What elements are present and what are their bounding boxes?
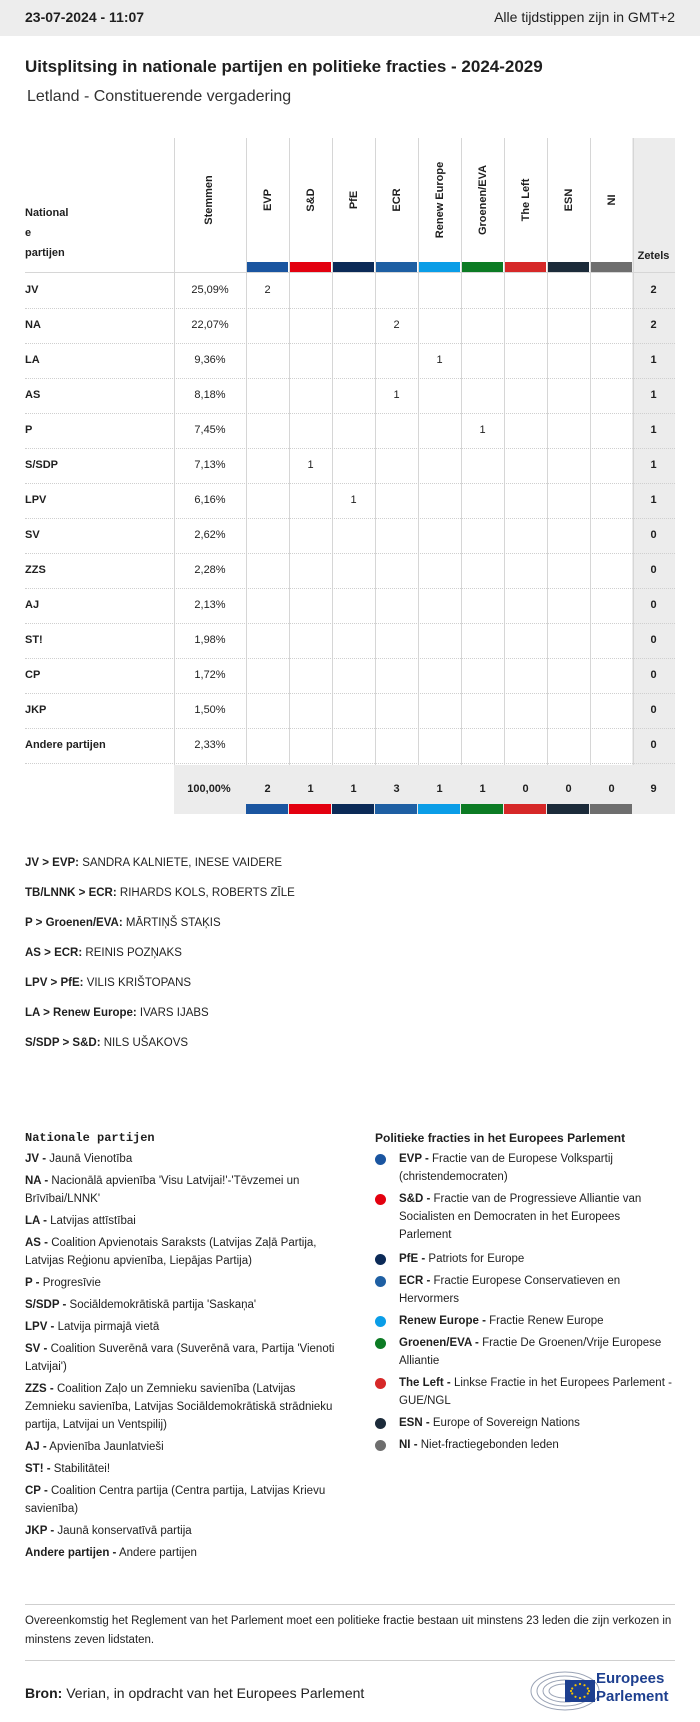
table-row	[25, 483, 675, 518]
party-abbreviation: AS	[25, 389, 41, 401]
table-row	[25, 693, 675, 728]
group-total: 0	[522, 783, 529, 795]
group-color-dot-icon	[375, 1154, 386, 1165]
logo-wordmark: Europees Parlement	[596, 1670, 669, 1705]
vote-percentage: 2,62%	[194, 529, 226, 541]
group-color-stripe	[375, 262, 417, 272]
party-seats: 0	[650, 704, 657, 716]
group-color-dot-icon	[375, 1316, 386, 1327]
political-group-entry: NI - Niet-fractiegebonden leden	[399, 1439, 559, 1451]
group-color-stripe	[547, 262, 589, 272]
group-seat-count: 1	[307, 459, 314, 471]
group-color-stripe	[246, 804, 288, 814]
allocation-line: AS > ECR: REINIS POZŅAKS	[25, 947, 182, 959]
national-party-entry: LA - Latvijas attīstībai	[25, 1215, 136, 1227]
party-abbreviation: ZZS	[25, 564, 46, 576]
vote-percentage: 1,50%	[194, 704, 226, 716]
group-color-stripe	[504, 804, 546, 814]
party-seats: 1	[650, 424, 657, 436]
vote-percentage: 1,98%	[194, 634, 226, 646]
national-parties-legend-title: Nationale partijen	[25, 1131, 155, 1145]
political-group-entry: Groenen/EVA - Fractie De Groenen/Vrije Europese Alliantie	[399, 1337, 662, 1367]
group-header-8: NI	[605, 194, 618, 206]
national-party-entry: LPV - Latvija pirmajā vietā	[25, 1321, 160, 1333]
group-color-stripe	[418, 262, 460, 272]
party-abbreviation: NA	[25, 319, 41, 331]
political-group-entry: ECR - Fractie Europese Conservatieven en Hervormers	[399, 1275, 621, 1305]
group-header-7: ESN	[562, 188, 575, 212]
group-color-stripe	[590, 262, 632, 272]
group-color-stripe	[375, 804, 417, 814]
vote-percentage: 1,72%	[194, 669, 226, 681]
party-seats: 1	[650, 354, 657, 366]
group-color-stripe	[590, 804, 632, 814]
votes-header: Stemmen	[203, 175, 215, 225]
party-seats: 2	[650, 284, 657, 296]
vote-percentage: 7,13%	[194, 459, 226, 471]
group-color-stripe	[461, 804, 503, 814]
group-color-dot-icon	[375, 1338, 386, 1349]
table-row	[25, 728, 675, 763]
group-total: 3	[393, 783, 400, 795]
group-color-dot-icon	[375, 1194, 386, 1205]
party-seats: 1	[650, 389, 657, 401]
party-seats: 0	[650, 739, 657, 751]
national-party-entry: JV - Jaunā Vienotība	[25, 1153, 133, 1165]
table-row	[25, 623, 675, 658]
seats-header: Zetels	[637, 250, 670, 262]
group-total: 0	[565, 783, 572, 795]
vote-percentage: 7,45%	[194, 424, 226, 436]
party-abbreviation: AJ	[25, 599, 40, 611]
group-total: 1	[436, 783, 443, 795]
vote-percentage: 6,16%	[194, 494, 226, 506]
vote-percentage: 8,18%	[194, 389, 226, 401]
group-header-6: The Left	[519, 178, 532, 222]
party-abbreviation: JKP	[25, 704, 47, 716]
table-row	[25, 273, 675, 308]
footer-divider-bottom	[25, 1660, 675, 1661]
political-group-entry: EVP - Fractie van de Europese Volkspartij (christendemocraten)	[399, 1153, 613, 1183]
group-color-stripe	[246, 262, 288, 272]
table-row	[25, 553, 675, 588]
party-seats: 0	[650, 599, 657, 611]
group-color-dot-icon	[375, 1440, 386, 1451]
national-party-entry: SV - Coalition Suverēnā vara (Suverēnā vara, Partija 'Vienoti Latvijai')	[25, 1343, 335, 1373]
group-seat-count: 2	[264, 284, 271, 296]
timezone-note: Alle tijdstippen zijn in GMT+2	[494, 9, 675, 25]
vote-percentage: 2,28%	[194, 564, 226, 576]
timestamp: 23-07-2024 - 11:07	[25, 9, 145, 25]
party-abbreviation: P	[25, 424, 33, 436]
table-row	[25, 588, 675, 623]
group-color-stripe	[461, 262, 503, 272]
vote-percentage: 2,13%	[194, 599, 226, 611]
party-seats: 0	[650, 669, 657, 681]
national-party-entry: P - Progresīvie	[25, 1277, 101, 1289]
political-group-entry: ESN - Europe of Sovereign Nations	[399, 1417, 580, 1429]
group-header-0: EVP	[261, 188, 274, 212]
table-row	[25, 448, 675, 483]
allocation-line: JV > EVP: SANDRA KALNIETE, INESE VAIDERE	[25, 857, 283, 869]
footnote: Overeenkomstig het Reglement van het Parlement moet een politieke fractie bestaan uit minstens 23 leden die zijn verkozen in minstens zeven lidstaten.	[25, 1615, 672, 1646]
national-party-entry: ST! - Stabilitātei!	[25, 1463, 111, 1475]
party-seats: 0	[650, 564, 657, 576]
vote-percentage: 22,07%	[191, 319, 229, 331]
group-total: 2	[264, 783, 271, 795]
group-color-dot-icon	[375, 1378, 386, 1389]
party-seats: 1	[650, 494, 657, 506]
group-header-5: Groenen/EVA	[476, 164, 489, 236]
total-seats: 9	[650, 783, 657, 795]
political-group-entry: The Left - Linkse Fractie in het Europees Parlement - GUE/NGL	[399, 1377, 672, 1407]
national-party-entry: JKP - Jaunā konservatīvā partija	[25, 1525, 192, 1537]
groups-legend-title: Politieke fracties in het Europees Parlement	[375, 1131, 626, 1145]
page-subtitle: Letland - Constituerende vergadering	[27, 88, 292, 105]
allocation-line: TB/LNNK > ECR: RIHARDS KOLS, ROBERTS ZĪLE	[25, 887, 295, 899]
party-abbreviation: CP	[25, 669, 41, 681]
party-abbreviation: LA	[25, 354, 40, 366]
allocation-line: S/SDP > S&D: NILS UŠAKOVS	[25, 1037, 189, 1049]
top-bar	[0, 0, 700, 36]
group-seat-count: 2	[393, 319, 400, 331]
table-row	[25, 413, 675, 448]
vote-percentage: 2,33%	[194, 739, 226, 751]
group-total: 1	[350, 783, 357, 795]
party-abbreviation: JV	[25, 284, 39, 296]
group-color-stripe	[547, 804, 589, 814]
national-party-entry: AS - Coalition Apvienotais Saraksts (Latvijas Zaļā Partija, Latvijas Reģionu apvienība, Liepājas Partija)	[25, 1237, 317, 1267]
group-color-stripe	[332, 262, 374, 272]
group-total: 1	[307, 783, 314, 795]
page-title: Uitsplitsing in nationale partijen en politieke fracties - 2024-2029	[25, 57, 543, 76]
national-party-entry: S/SDP - Sociāldemokrātiskā partija 'Saskaņa'	[25, 1299, 257, 1311]
national-party-entry: Andere partijen - Andere partijen	[25, 1547, 197, 1559]
party-abbreviation: SV	[25, 529, 40, 541]
table-row	[25, 378, 675, 413]
group-color-stripe	[418, 804, 460, 814]
group-header-1: S&D	[304, 188, 317, 212]
group-seat-count: 1	[479, 424, 486, 436]
grid-line	[25, 763, 675, 764]
group-header-2: PfE	[347, 190, 360, 210]
national-party-entry: AJ - Apvienība Jaunlatvieši	[25, 1441, 164, 1453]
party-abbreviation: S/SDP	[25, 459, 59, 471]
group-total: 0	[608, 783, 615, 795]
group-seat-count: 1	[393, 389, 400, 401]
party-abbreviation: LPV	[25, 494, 47, 506]
source-line: Bron: Verian, in opdracht van het Europees Parlement	[25, 1685, 365, 1701]
group-color-stripe	[289, 262, 331, 272]
national-party-entry: ZZS - Coalition Zaļo un Zemnieku savienība (Latvijas Zemnieku savienība, Latvijas Sociāldemokrātiskā strādnieku partija, Latvijai un Ventspilij)	[25, 1383, 333, 1431]
national-parties-header: National e partijen	[25, 207, 69, 259]
group-seat-count: 1	[436, 354, 443, 366]
party-seats: 2	[650, 319, 657, 331]
political-group-entry: S&D - Fractie van de Progressieve Alliantie van Socialisten en Democraten in het Europees Parlement	[399, 1193, 642, 1241]
allocation-line: LA > Renew Europe: IVARS IJABS	[25, 1007, 209, 1019]
group-total: 1	[479, 783, 486, 795]
vote-percentage: 25,09%	[191, 284, 229, 296]
group-header-4: Renew Europe	[433, 161, 446, 239]
group-color-dot-icon	[375, 1276, 386, 1287]
group-color-dot-icon	[375, 1418, 386, 1429]
group-color-dot-icon	[375, 1254, 386, 1265]
table-row	[25, 518, 675, 553]
group-color-stripe	[289, 804, 331, 814]
allocation-line: LPV > PfE: VILIS KRIŠTOPANS	[25, 977, 192, 989]
table-row	[25, 343, 675, 378]
national-party-entry: NA - Nacionālā apvienība 'Visu Latvijai!'-'Tēvzemei un Brīvībai/LNNK'	[25, 1175, 300, 1205]
party-seats: 0	[650, 634, 657, 646]
party-seats: 1	[650, 459, 657, 471]
group-seat-count: 1	[350, 494, 357, 506]
vote-percentage: 9,36%	[194, 354, 226, 366]
party-abbreviation: Andere partijen	[25, 739, 106, 751]
footer-divider-top	[25, 1604, 675, 1605]
party-seats: 0	[650, 529, 657, 541]
national-party-entry: CP - Coalition Centra partija (Centra partija, Latvijas Krievu savienība)	[25, 1485, 326, 1515]
allocation-line: P > Groenen/EVA: MĀRTIŅŠ STAĶIS	[25, 917, 221, 929]
group-color-stripe	[504, 262, 546, 272]
party-abbreviation: ST!	[25, 634, 43, 646]
total-percentage: 100,00%	[187, 783, 231, 795]
table-row	[25, 658, 675, 693]
table-row	[25, 308, 675, 343]
political-group-entry: PfE - Patriots for Europe	[399, 1253, 525, 1265]
group-color-stripe	[332, 804, 374, 814]
group-header-3: ECR	[390, 188, 403, 212]
political-group-entry: Renew Europe - Fractie Renew Europe	[399, 1315, 604, 1327]
